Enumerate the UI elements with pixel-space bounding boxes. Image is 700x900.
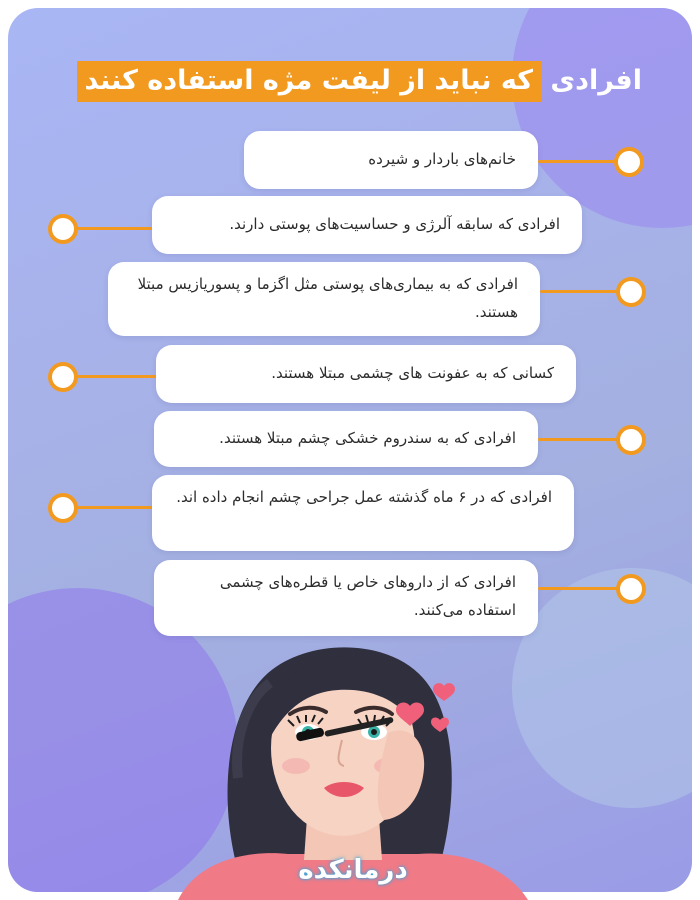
- connector-line: [76, 375, 156, 378]
- list-item-text: خانم‌های باردار و شیرده: [368, 150, 516, 168]
- list-item: [154, 560, 538, 636]
- brand-logo: درمانکده: [298, 855, 408, 885]
- bullet-icon: [616, 277, 646, 307]
- title-container: [44, 58, 656, 104]
- list-item-text: افرادی که به بیماری‌های پوستی مثل اگزما و پسوریازیس مبتلا هستند.: [137, 275, 518, 321]
- list-item-text: افرادی که به سندروم خشکی چشم مبتلا هستند.: [219, 429, 516, 447]
- bullet-icon: [48, 493, 78, 523]
- list-item: [152, 196, 582, 254]
- background-blob: [512, 8, 692, 228]
- connector-line: [538, 587, 618, 590]
- bullet-icon: [48, 214, 78, 244]
- bullet-icon: [616, 574, 646, 604]
- list-item: [244, 131, 538, 189]
- bullet-icon: [48, 362, 78, 392]
- title-highlight: که نباید از لیفت مژه استفاده کنند: [77, 61, 541, 102]
- bullet-icon: [616, 425, 646, 455]
- page-title: [63, 58, 656, 104]
- connector-line: [540, 290, 618, 293]
- bullet-icon: [614, 147, 644, 177]
- list-item-text: افرادی که سابقه آلرژی و حساسیت‌های پوستی دارند.: [229, 215, 560, 233]
- list-item: [154, 411, 538, 467]
- background-blob: [512, 568, 692, 808]
- title-plain: افرادی: [541, 65, 642, 96]
- list-item-text: افرادی که از داروهای خاص یا قطره‌های چشمی استفاده می‌کنند.: [219, 573, 516, 619]
- list-item: [156, 345, 576, 403]
- connector-line: [76, 506, 154, 509]
- connector-line: [76, 227, 152, 230]
- list-item: [152, 475, 574, 551]
- connector-line: [538, 160, 616, 163]
- list-item-text: کسانی که به عفونت های چشمی مبتلا هستند.: [271, 364, 554, 382]
- list-item-text: افرادی که در ۶ ماه گذشته عمل جراحی چشم انجام داده اند.: [176, 488, 552, 506]
- list-item: [108, 262, 540, 336]
- connector-line: [538, 438, 618, 441]
